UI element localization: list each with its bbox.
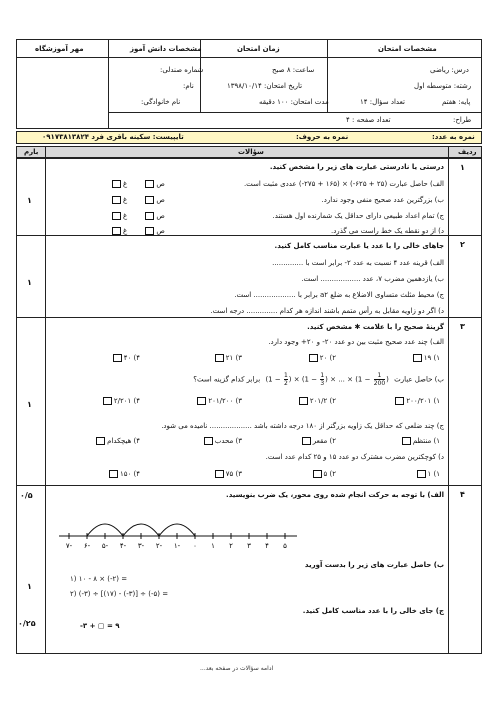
option-checkbox[interactable] (417, 470, 426, 478)
q3-d-opt1[interactable] (415, 470, 441, 479)
q3-b-expression: (1 − $\frac{1}{2}$ ) × (1 − $\frac{1}{3}$ ) × ... × (1 − $\frac{1}{200}$ ) (265, 372, 389, 387)
option-label: ۲) ۵ (323, 470, 336, 478)
q3-b-stem-post: برابر کدام گزینه است؟ (193, 375, 261, 384)
q3-b-opt2[interactable] (297, 397, 336, 406)
true-label: ص (156, 180, 165, 188)
true-checkbox[interactable] (145, 212, 154, 220)
q1-options-a (110, 180, 165, 189)
student-name: نام: (183, 82, 194, 90)
q4-score-a: ۰/۵ (20, 491, 33, 500)
page-count: تعداد صفحه : ۴ (346, 116, 391, 124)
false-checkbox[interactable] (112, 180, 121, 188)
exam-spec-title: مشخصات امتحان (378, 45, 437, 53)
school-seal: مهر آموزشگاه (35, 45, 84, 53)
q4-b-text: ب) حاصل عبارت های زیر را بدست آورید (304, 561, 444, 569)
true-label: ص (156, 227, 165, 235)
q4-score-b: ۱ (27, 582, 32, 591)
family-name: نام خانوادگی: (141, 98, 181, 106)
option-label: ۴) ۲/۲۰۱ (113, 397, 140, 405)
q3-b-opt4[interactable] (101, 397, 140, 406)
q1-options-c (110, 212, 165, 221)
q3-b-opt1[interactable] (393, 397, 440, 406)
footer-note: ادامه سؤالات در صفحه بعد... (200, 665, 274, 672)
q2-item-b: ب) یازدهمین مضرب ۷، عدد .................. است. (301, 275, 444, 283)
q4-b2: ۲) (-۳) ÷ [(۱۷) - (-۳)] ÷ (-۵) = (70, 590, 169, 598)
col-score: بارم (24, 148, 39, 156)
option-label: ۳) ۲۱ (225, 354, 242, 362)
axis-tick-label: -۱ (173, 542, 181, 550)
option-checkbox[interactable] (309, 354, 318, 362)
option-checkbox[interactable] (109, 470, 118, 478)
q2-item-a: الف) قرینه عدد ۴ نسبت به عدد ۲- برابر است با .............. (272, 259, 444, 267)
option-label: ۱) منتظم (412, 437, 440, 445)
q3-a-stem: الف) چند عدد صحیح مثبت بین دو عدد ۲۰- و ۲۰+ وجود دارد. (268, 338, 444, 346)
q2-item-c: ج) محیط مثلث متساوی الاضلاع به ضلع a۲ برابر با ................... است. (234, 291, 444, 299)
axis-tick-label: -۵ (101, 542, 109, 550)
q3-c-opt1[interactable] (400, 437, 440, 446)
q3-d-opt4[interactable] (107, 470, 140, 479)
option-label: ۳) محدب (214, 437, 242, 445)
q3-title: گزینهٔ صحیح را با علامت ✱ مشخص کنید. (307, 323, 444, 331)
option-label: ۳) ۲۰۱/۲۰۰ (208, 397, 242, 405)
option-checkbox[interactable] (96, 437, 105, 445)
axis-tick-label: -۷ (65, 542, 73, 550)
axis-tick-label: -۲ (155, 542, 163, 550)
q3-b-stem (193, 372, 444, 387)
q3-a-opt3[interactable] (213, 354, 242, 363)
header-divider (108, 39, 109, 129)
field: رشته: متوسطه اول (414, 82, 472, 90)
exam-hour: ساعت: ۸ صبح (272, 66, 315, 74)
q2-item-d: د) اگر دو زاویه مقابل به رأس متمم باشند اندازه هر کدام .............. درجه است. (210, 307, 444, 315)
typist: تایپیست: سکینه باقری فرد ۰۹۱۷۳۸۱۳۸۲۴ (42, 133, 184, 141)
option-checkbox[interactable] (302, 437, 311, 445)
q3-d-opt3[interactable] (213, 470, 242, 479)
q3-d-stem: د) کوچکترین مضرب مشترک دو عدد ۱۵ و ۲۵ کدام عدد است. (265, 453, 444, 461)
option-checkbox[interactable] (413, 354, 422, 362)
number-line-group (59, 524, 297, 550)
option-checkbox[interactable] (103, 397, 112, 405)
option-checkbox[interactable] (113, 354, 122, 362)
q1-item-d: د) از دو نقطه یک خط راست می گذرد. (330, 227, 444, 235)
axis-tick-label: -۶ (83, 542, 91, 550)
axis-tick-label: ۳ (247, 542, 251, 550)
true-checkbox[interactable] (145, 196, 154, 204)
col-row: ردیف (458, 148, 477, 156)
false-checkbox[interactable] (112, 196, 121, 204)
option-checkbox[interactable] (402, 437, 411, 445)
header-divider (16, 57, 108, 58)
q3-b-stem-pre: ب) حاصل عبارت (394, 375, 444, 384)
q1-item-c: ج) تمام اعداد طبیعی دارای حداقل یک شمارنده اول هستند. (272, 212, 444, 220)
col-divider (45, 146, 46, 654)
q3-score: ۱ (27, 400, 32, 409)
q4-c-text: ج) جای خالی را با عدد مناسب کامل کنید. (302, 607, 444, 615)
header-divider (108, 57, 482, 58)
option-label: ۳) ۷۵ (225, 470, 242, 478)
designer: طراح: (453, 116, 472, 124)
grade: پایه: هفتم (442, 98, 471, 106)
true-label: ص (156, 212, 165, 220)
q3-c-opt2[interactable] (300, 437, 336, 446)
q3-d-opt2[interactable] (311, 470, 337, 479)
q4-b1: ۱) ۱۰ - ۸ × (-۲) = (70, 575, 128, 583)
q1-score: ۱ (27, 196, 32, 205)
q2-number: ۲ (460, 240, 465, 249)
col-divider (448, 146, 449, 654)
option-label: ۱) ۱ (427, 470, 440, 478)
score-number: نمره به عدد: (432, 133, 475, 141)
option-checkbox[interactable] (299, 397, 308, 405)
q3-a-opt2[interactable] (307, 354, 336, 363)
q1-item-a: الف) حاصل عبارت (۲۵ + ۶۲۵-) × (۱۶۵ + ۲۷۵-) عددی مثبت است. (243, 180, 444, 188)
col-questions: سؤالات (238, 148, 264, 156)
q3-a-opt1[interactable] (411, 354, 440, 363)
q4-number: ۴ (460, 490, 465, 499)
q3-c-opt3[interactable] (202, 437, 242, 446)
axis-tick-label: ۲ (229, 542, 233, 550)
q4-score-c: ۰/۲۵ (18, 619, 36, 628)
false-checkbox[interactable] (112, 212, 121, 220)
option-label: ۴) ۱۵۰ (119, 470, 140, 478)
false-label: غ (123, 196, 128, 204)
q3-b-opt3[interactable] (195, 397, 242, 406)
exam-duration: مدت امتحان: ۱۰۰ دقیقه (259, 98, 329, 106)
option-checkbox[interactable] (215, 470, 224, 478)
q2-title: جاهای خالی را با عدد یا عبارت مناسب کامل کنید. (274, 242, 444, 250)
q2-score: ۱ (27, 278, 32, 287)
option-checkbox[interactable] (197, 397, 206, 405)
q4-a-text: الف) با توجه به حرکت انجام شده روی محور، یک ضرب بنویسید. (226, 491, 444, 499)
option-label: ۱) ۱۹ (423, 354, 440, 362)
q1-item-b: ب) بزرگترین عدد صحیح منفی وجود ندارد. (321, 196, 444, 204)
score-letters: نمره به حروف: (296, 133, 349, 141)
q4-c-equation: -۳ + ▢ = ۹ (80, 622, 120, 630)
exam-date: تاریخ امتحان: ۱۳۹۸/۱۰/۱۴ (227, 82, 303, 90)
axis-tick-label: ۴ (265, 542, 269, 550)
option-label: ۱) ۲۰۰/۲۰۱ (406, 397, 440, 405)
q1-options-b (110, 196, 165, 205)
q3-number: ۳ (460, 322, 465, 331)
option-checkbox[interactable] (313, 470, 322, 478)
seat-number: شماره صندلی: (160, 66, 204, 74)
option-label: ۴) هیچکدام (107, 437, 140, 445)
true-checkbox[interactable] (145, 227, 154, 235)
option-label: ۲) ۲۰۱/۲ (309, 397, 336, 405)
q1-number: ۱ (460, 163, 465, 172)
axis-tick-label: -۴ (119, 542, 127, 550)
false-label: غ (123, 212, 128, 220)
number-line (55, 508, 325, 558)
option-label: ۴) ۴۰ (123, 354, 140, 362)
false-checkbox[interactable] (112, 227, 121, 235)
option-checkbox[interactable] (204, 437, 213, 445)
option-label: ۲) ۲۰ (319, 354, 336, 362)
q3-c-opt4[interactable] (94, 437, 140, 446)
q3-c-stem: ج) چند ضلعی که حداقل یک زاویه بزرگتر از ۱۸۰ درجه داشته باشد ................... نامیده می شود. (161, 422, 444, 430)
option-checkbox[interactable] (395, 397, 404, 405)
axis-tick-label: ۰ (193, 542, 197, 550)
subject: درس: ریاضی (430, 66, 469, 74)
axis-tick-label: ۵ (283, 542, 287, 550)
true-label: ص (156, 196, 165, 204)
q1-options-d (110, 227, 165, 236)
student-spec-title: مشخصات دانش آموز (130, 45, 202, 53)
question-count: تعداد سؤال: ۱۴ (360, 98, 405, 106)
false-label: غ (123, 180, 128, 188)
exam-time-title: زمان امتحان (237, 45, 280, 53)
true-checkbox[interactable] (145, 180, 154, 188)
q1-title: درستی یا نادرستی عبارت های زیر را مشخص کنید. (269, 163, 444, 171)
row-divider (16, 485, 482, 486)
axis-tick-label: ۱ (211, 542, 215, 550)
option-label: ۲) مقعر (312, 437, 336, 445)
q3-a-opt4[interactable] (111, 354, 140, 363)
axis-tick-label: -۳ (137, 542, 145, 550)
header-divider (108, 112, 482, 113)
option-checkbox[interactable] (215, 354, 224, 362)
row-divider (16, 317, 482, 318)
false-label: غ (123, 227, 128, 235)
